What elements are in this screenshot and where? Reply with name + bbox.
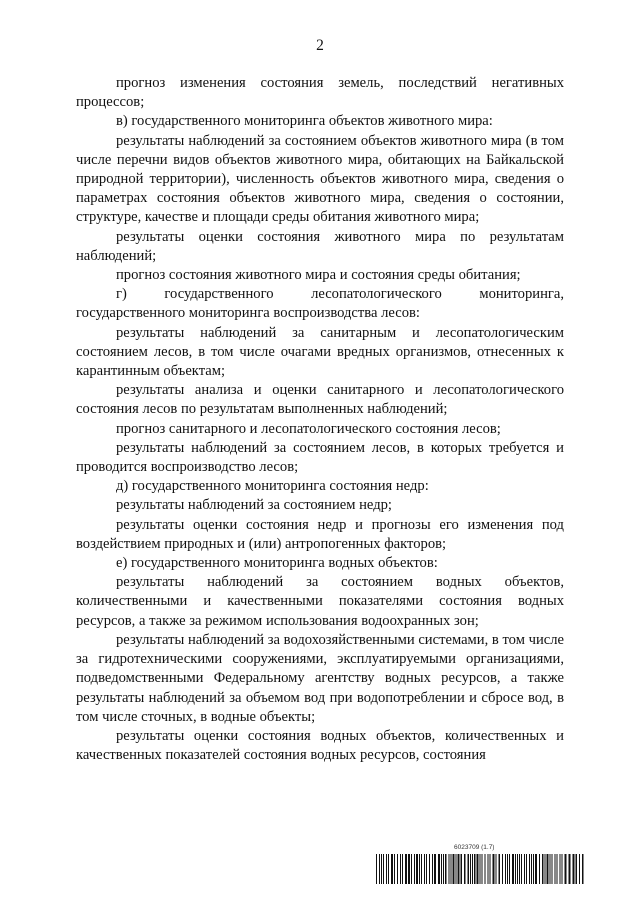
- paragraph: г) государственного лесопатологического мониторинга, государственного мониторинга воспроизводства лесов:: [76, 286, 564, 322]
- paragraph: е) государственного мониторинга водных объектов:: [116, 555, 438, 572]
- paragraph: результаты оценки состояния недр и прогнозы его изменения под воздействием природных и (или) антропогенных факторов;: [76, 516, 564, 552]
- barcode-label: 6023709 (1.7): [454, 844, 495, 851]
- paragraph: результаты наблюдений за состоянием водных объектов, количественными и качественными показателями состояния водных ресурсов, а также за режимом использования водоохранных зон;: [76, 574, 564, 629]
- paragraph: результаты наблюдений за санитарным и лесопатологическим состоянием лесов, в том числе очагами вредных организмов, отнесенных к карантинным объектам;: [76, 324, 564, 380]
- paragraph: результаты наблюдений за водохозяйственными системами, в том числе за гидротехническими сооружениями, эксплуатируемыми организациями, подведомственными Федеральному агентству водных ресурсов, а также результаты наблюдений за объемом вод при водопотреблении и сбросе вод, в том числе сточных, в водные объекты;: [76, 631, 564, 725]
- barcode: [376, 844, 586, 886]
- paragraph: результаты оценки состояния животного мира по результатам наблюдений;: [76, 228, 564, 264]
- document-body: [76, 74, 564, 765]
- paragraph: д) государственного мониторинга состояния недр:: [116, 478, 429, 495]
- paragraph: результаты анализа и оценки санитарного и лесопатологического состояния лесов по результатам выполненных наблюдений;: [76, 382, 564, 418]
- paragraph: результаты наблюдений за состоянием объектов животного мира (в том числе перечни видов объектов животного мира, обитающих на Байкальской природной территории), численность объектов животного мира, сведения о параметрах состояния объектов животного мира, сведения о состоянии, структуре, качестве и площади среды обитания животного мира;: [76, 132, 564, 226]
- paragraph: в) государственного мониторинга объектов животного мира:: [116, 113, 493, 130]
- paragraph: прогноз изменения состояния земель, последствий негативных процессов;: [76, 75, 564, 111]
- page-number: 2: [316, 37, 324, 54]
- paragraph: результаты оценки состояния водных объектов, количественных и качественных показателей состояния водных ресурсов, состояния: [76, 727, 564, 764]
- paragraph: результаты наблюдений за состоянием недр;: [116, 497, 392, 514]
- paragraph: результаты наблюдений за состоянием лесов, в которых требуется и проводится воспроизводство лесов;: [76, 439, 564, 476]
- barcode-icon: [376, 854, 586, 884]
- paragraph: прогноз состояния животного мира и состояния среды обитания;: [116, 267, 521, 284]
- paragraph: прогноз санитарного и лесопатологического состояния лесов;: [116, 420, 501, 437]
